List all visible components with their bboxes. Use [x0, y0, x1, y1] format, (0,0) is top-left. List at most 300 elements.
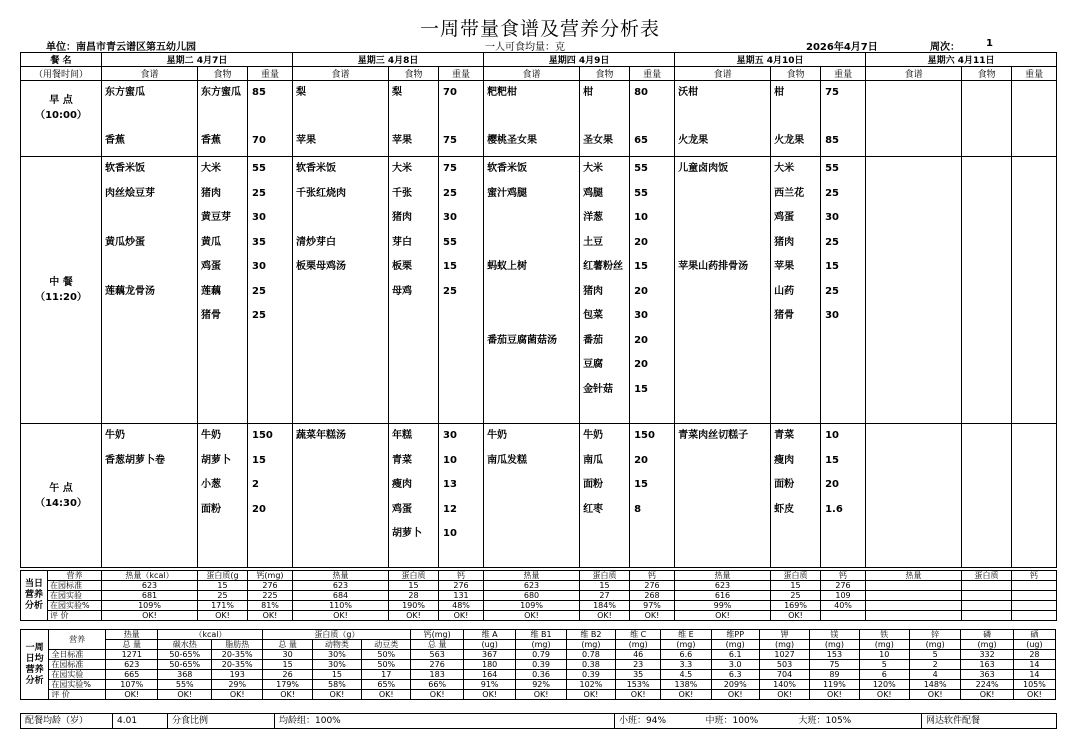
recipe-item	[487, 381, 576, 406]
recipe-item: 蚂蚁上树	[487, 261, 528, 272]
weekly-value: 665	[106, 670, 158, 680]
weight-item: 10	[634, 212, 648, 223]
food-item: 青菜	[392, 454, 413, 466]
weekly-value: 0.39	[516, 660, 566, 670]
weekly-value: OK!	[312, 690, 361, 700]
daily-value: 15	[389, 581, 439, 591]
food-item: 东方蜜瓜	[201, 87, 241, 98]
recipe-item	[296, 525, 385, 550]
food-item: 苹果	[774, 261, 795, 272]
weekly-nutrient-header: 维 B2	[566, 630, 615, 640]
weekly-value: OK!	[362, 690, 411, 700]
weight-item: 25	[443, 187, 457, 199]
weekly-value: 91%	[463, 680, 515, 690]
weekly-value: OK!	[909, 690, 960, 700]
weekly-unit-header: (mg)	[909, 640, 960, 650]
recipe-item	[487, 108, 576, 132]
daily-value: 110%	[293, 601, 389, 611]
daily-value: 25	[198, 591, 248, 601]
recipe-item	[487, 234, 576, 259]
recipe-item: 软香米饭	[487, 163, 528, 174]
weekly-value: 563	[411, 650, 463, 660]
food-item: 莲藕	[201, 285, 221, 297]
weekly-value: 28	[1013, 650, 1055, 660]
recipe-item	[678, 307, 767, 332]
daily-nutrient-header: 热量	[675, 571, 771, 581]
daily-nutrient-header: 钙	[630, 571, 675, 581]
weekly-unit-header: (mg)	[759, 640, 809, 650]
food-item	[774, 108, 817, 132]
food-item: 香蕉	[201, 135, 221, 146]
weekly-analysis-table	[20, 629, 1056, 700]
software-name: 网达软件配餐	[922, 714, 1057, 729]
weight-item: 85	[825, 135, 840, 146]
daily-value: 109%	[484, 601, 580, 611]
meal-label	[21, 157, 102, 424]
recipe-item: 千张红烧肉	[296, 187, 347, 199]
recipe-item: 牛奶	[105, 430, 125, 441]
weekly-row-label: 全日标准	[49, 650, 106, 660]
food-item: 小葱	[201, 479, 221, 490]
food-cell	[198, 81, 248, 157]
weekly-nutrient-header: 热量	[106, 630, 158, 640]
daily-value: 109	[821, 591, 866, 601]
food-item: 牛奶	[201, 430, 221, 441]
weight-item: 25	[443, 285, 457, 297]
weekly-value: OK!	[516, 690, 566, 700]
food-cell	[198, 157, 248, 424]
daily-value: 276	[439, 581, 484, 591]
weight-item: 15	[634, 479, 648, 490]
food-item: 金针菇	[583, 383, 614, 395]
daily-nutrient-header: 钙	[1012, 571, 1057, 581]
recipe-item	[678, 234, 767, 259]
food-item: 山药	[774, 285, 795, 297]
recipe-item: 樱桃圣女果	[487, 135, 538, 146]
recipe-item	[105, 108, 194, 132]
food-item: 瘦肉	[774, 454, 795, 466]
weekly-value: 14	[1013, 660, 1055, 670]
weekly-value: 332	[961, 650, 1013, 660]
weight-item: 70	[252, 135, 266, 146]
weekly-nutrient-label: 营养	[49, 630, 106, 650]
weekly-value: 89	[810, 670, 859, 680]
weekly-unit-header: (mg)	[810, 640, 859, 650]
weekly-value: 20-35%	[212, 660, 263, 670]
weekly-row-label: 评 价	[49, 690, 106, 700]
weight-cell	[439, 157, 484, 424]
weekly-nutrient-header: 锌	[909, 630, 960, 640]
weekly-unit-header: (mg)	[661, 640, 711, 650]
recipe-cell	[484, 81, 580, 157]
weight-cell	[821, 157, 866, 424]
food-item: 西兰花	[774, 187, 805, 199]
weekly-unit-header: (mg)	[516, 640, 566, 650]
weekly-value: 0.39	[566, 670, 615, 680]
daily-value: OK!	[630, 611, 675, 621]
weight-col-header: 重量	[248, 67, 293, 81]
weekly-value: 15	[263, 660, 312, 670]
day-header: 星期五 4月10日	[675, 53, 866, 67]
weight-item: 15	[634, 261, 648, 272]
daily-value: 276	[821, 581, 866, 591]
weekly-unit-header: (mg)	[961, 640, 1013, 650]
daily-value: 99%	[675, 601, 771, 611]
weight-col-header: 重量	[821, 67, 866, 81]
food-item: 胡萝卜	[201, 454, 231, 466]
day-header: 星期四 4月9日	[484, 53, 675, 67]
recipe-cell	[102, 157, 198, 424]
daily-value: 28	[389, 591, 439, 601]
food-cell	[580, 424, 630, 568]
footer-table	[20, 713, 1057, 729]
daily-nutrient-header: 蛋白质	[580, 571, 630, 581]
recipe-item	[487, 476, 576, 501]
recipe-item: 东方蜜瓜	[105, 87, 145, 98]
recipe-item	[296, 108, 385, 132]
daily-value: 15	[198, 581, 248, 591]
weight-col-header: 重量	[1012, 67, 1057, 81]
weekly-nutrient-header: 硒	[1013, 630, 1055, 640]
weekly-value: 66%	[411, 680, 463, 690]
recipe-item	[678, 452, 767, 477]
ratio-label: 分食比例	[168, 714, 275, 729]
weekly-unit-header: (mg)	[859, 640, 909, 650]
weekly-value: 6.6	[661, 650, 711, 660]
daily-value	[962, 601, 1012, 611]
food-item: 鸡蛋	[201, 261, 221, 272]
weight-cell	[630, 81, 675, 157]
recipe-item: 肉丝烩豆芽	[105, 187, 155, 199]
recipe-item: 苹果山药排骨汤	[678, 261, 749, 272]
weekly-value: 3.3	[661, 660, 711, 670]
daily-row-label: 在园实验	[48, 591, 102, 601]
weekly-value: 26	[263, 670, 312, 680]
weekly-nutrient-header: 维 E	[661, 630, 711, 640]
daily-value: 184%	[580, 601, 630, 611]
meal-name: 早 点	[49, 95, 73, 106]
daily-row-label: 在园实验%	[48, 601, 102, 611]
food-item: 土豆	[583, 236, 604, 248]
food-item: 牛奶	[583, 430, 604, 441]
weekly-value: 119%	[810, 680, 859, 690]
weekly-value: 14	[1013, 670, 1055, 680]
food-item: 年糕	[392, 430, 413, 441]
weight-cell	[248, 81, 293, 157]
daily-value	[866, 581, 962, 591]
food-item: 包菜	[583, 310, 604, 321]
weight-cell	[630, 157, 675, 424]
weight-item: 12	[443, 503, 457, 515]
food-item: 猪骨	[774, 310, 795, 321]
meal-time: （10:00）	[35, 110, 87, 121]
daily-value	[1012, 591, 1057, 601]
recipe-item	[678, 501, 767, 526]
weight-item: 55	[634, 187, 648, 199]
weekly-value: 0.79	[516, 650, 566, 660]
weekly-value: 2	[909, 660, 960, 670]
weight-item: 150	[252, 430, 273, 441]
food-item: 梨	[392, 87, 403, 98]
meal-name-header: 餐 名	[21, 53, 102, 67]
weight-item: 15	[634, 383, 648, 395]
food-item: 面粉	[201, 503, 221, 515]
weekly-analysis-label-line: 分析	[25, 675, 44, 686]
recipe-item	[678, 185, 767, 210]
daily-value	[962, 591, 1012, 601]
weight-item: 55	[634, 163, 648, 174]
recipe-item: 清炒芽白	[296, 236, 337, 248]
weekly-nutrient-header: 维 B1	[516, 630, 566, 640]
daily-nutrient-header: 钙	[821, 571, 866, 581]
weight-item: 30	[252, 261, 266, 272]
weekly-nutrient-header: 钙(mg)	[411, 630, 463, 640]
recipe-item	[296, 283, 385, 308]
weekly-value: 0.38	[566, 660, 615, 670]
weekly-value: 15	[312, 670, 361, 680]
food-item: 番茄	[583, 334, 604, 346]
daily-value: OK!	[198, 611, 248, 621]
daily-nutrient-header: 热量	[866, 571, 962, 581]
daily-nutrient-header: 钙	[439, 571, 484, 581]
recipe-item: 板栗母鸡汤	[296, 261, 347, 272]
daily-nutrient-header: 热量	[293, 571, 389, 581]
food-item: 板栗	[392, 261, 413, 272]
weekly-value: 6.1	[711, 650, 759, 660]
weight-item: 70	[443, 87, 457, 98]
weekly-value: 29%	[212, 680, 263, 690]
daily-analysis-label-line: 营养	[24, 590, 43, 600]
weekly-value: OK!	[661, 690, 711, 700]
weekly-unit-header: 动豆类	[362, 640, 411, 650]
recipe-item: 梨	[296, 87, 307, 98]
weight-item: 20	[634, 236, 648, 248]
weekly-value: 92%	[516, 680, 566, 690]
weekly-value: OK!	[711, 690, 759, 700]
weight-item: 10	[825, 430, 840, 441]
food-cell	[198, 424, 248, 568]
weekly-unit-header: 碳水热	[158, 640, 212, 650]
daily-value: 15	[580, 581, 630, 591]
daily-value	[962, 581, 1012, 591]
weight-item: 65	[634, 135, 648, 146]
daily-value	[1012, 581, 1057, 591]
recipe-col-header: 食谱	[102, 67, 198, 81]
food-item: 鸡腿	[583, 187, 604, 199]
weekly-value: 3.0	[711, 660, 759, 670]
weekly-row-label: 在园标准	[49, 660, 106, 670]
food-item: 青菜	[774, 430, 795, 441]
food-item: 大米	[583, 163, 604, 174]
weight-item: 15	[825, 454, 840, 466]
weekly-value: 30	[263, 650, 312, 660]
daily-value: OK!	[484, 611, 580, 621]
daily-value: 81%	[248, 601, 293, 611]
recipe-item: 青菜肉丝切糕子	[678, 430, 749, 441]
weekly-unit-header: 总 量	[106, 640, 158, 650]
daily-value: 190%	[389, 601, 439, 611]
daily-value	[866, 591, 962, 601]
recipe-item	[487, 501, 576, 526]
weekly-value: 65%	[362, 680, 411, 690]
weight-item: 2	[252, 479, 259, 490]
weekly-value: 58%	[312, 680, 361, 690]
daily-value: 680	[484, 591, 580, 601]
weight-item: 85	[252, 87, 266, 98]
week-number: 1	[986, 38, 993, 49]
weight-col-header: 重量	[630, 67, 675, 81]
weekly-analysis-label	[21, 630, 49, 700]
daily-value	[821, 611, 866, 621]
food-cell	[389, 81, 439, 157]
daily-nutrient-header: 蛋白质	[771, 571, 821, 581]
daily-row-label: 营养	[48, 571, 102, 581]
weight-item: 25	[825, 285, 840, 297]
weekly-value: OK!	[158, 690, 212, 700]
weight-cell	[821, 424, 866, 568]
weekly-unit-header: 动物类	[312, 640, 361, 650]
recipe-item	[105, 476, 194, 501]
weekly-value: 164	[463, 670, 515, 680]
weight-cell	[1012, 81, 1057, 157]
food-item: 面粉	[774, 479, 795, 490]
daily-analysis-label-line: 分析	[24, 601, 43, 611]
recipe-cell	[675, 424, 771, 568]
weight-item: 30	[825, 310, 840, 321]
daily-value: 131	[439, 591, 484, 601]
weekly-unit-header: 总 量	[411, 640, 463, 650]
food-item: 苹果	[392, 135, 413, 146]
food-item: 火龙果	[774, 135, 805, 146]
weekly-nutrient-header: 维 A	[463, 630, 515, 640]
food-item: 猪肉	[392, 212, 413, 223]
food-item: 猪肉	[201, 187, 221, 199]
weight-item: 30	[634, 310, 648, 321]
recipe-item	[678, 108, 767, 132]
daily-value: 623	[484, 581, 580, 591]
weight-item: 13	[443, 479, 457, 490]
weight-item: 35	[252, 236, 266, 248]
daily-value: 268	[630, 591, 675, 601]
daily-value: 171%	[198, 601, 248, 611]
recipe-cell	[675, 81, 771, 157]
daily-nutrient-header: 钙(mg)	[248, 571, 293, 581]
recipe-item: 软香米饭	[105, 163, 145, 174]
recipe-item	[296, 452, 385, 477]
weight-item: 75	[825, 87, 840, 98]
daily-value: 623	[675, 581, 771, 591]
weekly-value: 35	[616, 670, 661, 680]
age-value: 4.01	[113, 714, 168, 729]
weekly-value: 1271	[106, 650, 158, 660]
weekly-unit-header: (mg)	[711, 640, 759, 650]
daily-value: OK!	[439, 611, 484, 621]
daily-value	[866, 601, 962, 611]
weekly-value: 10	[859, 650, 909, 660]
weekly-value: 120%	[859, 680, 909, 690]
daily-value: 97%	[630, 601, 675, 611]
recipe-cell	[866, 424, 962, 568]
page-title: 一周带量食谱及营养分析表	[419, 18, 660, 40]
weekly-value: 153	[810, 650, 859, 660]
recipe-item	[296, 476, 385, 501]
food-item: 猪骨	[201, 310, 221, 321]
daily-value: 27	[580, 591, 630, 601]
food-cell	[580, 157, 630, 424]
weekly-value: 50-65%	[158, 650, 212, 660]
daily-value: 623	[293, 581, 389, 591]
daily-value	[962, 611, 1012, 621]
recipe-item	[487, 209, 576, 234]
recipe-item: 儿童卤肉饭	[678, 163, 729, 174]
daily-value: 623	[102, 581, 198, 591]
weekly-nutrient-header: 磷	[961, 630, 1013, 640]
weight-item: 1.6	[825, 503, 843, 515]
meal-label	[21, 81, 102, 157]
weekly-nutrient-header: 铁	[859, 630, 909, 640]
food-item	[392, 108, 435, 132]
recipe-cell	[293, 157, 389, 424]
weight-item: 15	[443, 261, 457, 272]
weekly-value: OK!	[212, 690, 263, 700]
food-cell	[580, 81, 630, 157]
daily-nutrient-header: 蛋白质(g	[198, 571, 248, 581]
weekly-value: 140%	[759, 680, 809, 690]
weekly-value: 6	[859, 670, 909, 680]
recipe-col-header: 食谱	[675, 67, 771, 81]
weekly-nutrient-header: 维PP	[711, 630, 759, 640]
weekly-unit-header: 脂肪热	[212, 640, 263, 650]
food-item: 面粉	[583, 479, 604, 490]
unit-name: 单位：南昌市青云谱区第五幼儿园	[46, 42, 196, 53]
weekly-value: 0.78	[566, 650, 615, 660]
weekly-value: OK!	[566, 690, 615, 700]
food-item: 大米	[774, 163, 795, 174]
weekly-analysis-label-line: 一周	[25, 642, 44, 653]
weight-item: 55	[252, 163, 266, 174]
food-item: 黄瓜	[201, 236, 221, 248]
daily-value: 276	[630, 581, 675, 591]
food-cell	[771, 424, 821, 568]
daily-value: 15	[771, 581, 821, 591]
weight-item: 30	[443, 212, 457, 223]
weight-item: 80	[634, 87, 648, 98]
weekly-unit-header: (ug)	[1013, 640, 1055, 650]
recipe-cell	[293, 81, 389, 157]
food-item: 黄豆芽	[201, 212, 231, 223]
recipe-item	[678, 476, 767, 501]
recipe-item: 牛奶	[487, 430, 508, 441]
food-item: 圣女果	[583, 135, 614, 146]
daily-value: 48%	[439, 601, 484, 611]
weekly-value: 46	[616, 650, 661, 660]
food-item: 柑	[583, 87, 594, 98]
weekly-value: 50-65%	[158, 660, 212, 670]
daily-value: OK!	[248, 611, 293, 621]
weekly-nutrient-header: 镁	[810, 630, 859, 640]
recipe-item	[678, 283, 767, 308]
recipe-cell	[102, 424, 198, 568]
weekly-value: OK!	[106, 690, 158, 700]
weight-item: 30	[825, 212, 840, 223]
recipe-col-header: 食谱	[484, 67, 580, 81]
weight-cell	[248, 157, 293, 424]
food-item: 千张	[392, 187, 413, 199]
weekly-value: 50%	[362, 650, 411, 660]
weekly-unit-header: 总 量	[263, 640, 312, 650]
small-class-ratio: 小班：94%	[615, 714, 702, 729]
weekly-unit-header: (mg)	[616, 640, 661, 650]
